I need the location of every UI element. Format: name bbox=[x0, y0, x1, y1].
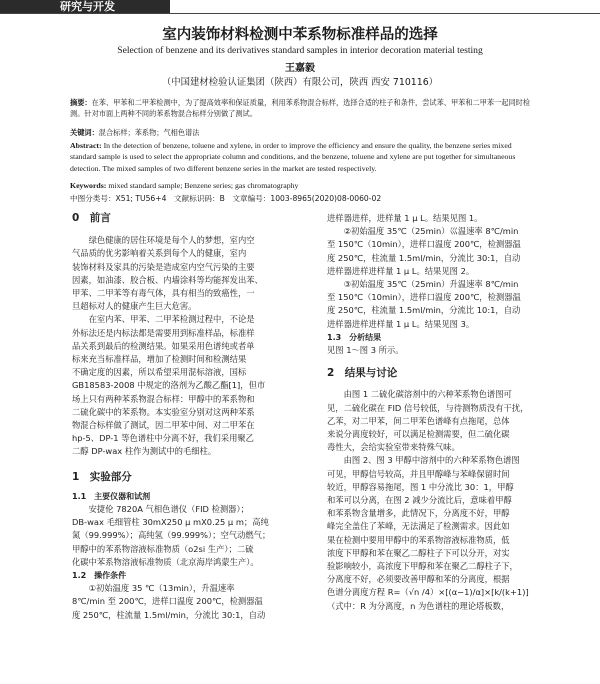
heading-conditions: 1.2 操作条件 bbox=[72, 571, 127, 581]
abstract-en-text: In the detection of benzene, toluene and xylene, in order to improve the efficiency and ensure the quality, the benzene series mixed standard sample is used to select the appropriate column and conditions, and the benzene, toluene and xylene are put together for simultaneous detection. The mixed samples of two different benzene series in the market are tested respectively. bbox=[70, 141, 516, 173]
text-line: 由图 1 二硫化碳溶剂中的六种苯系物色谱图可 bbox=[343, 389, 512, 400]
text-line: GB18583-2008 中规定的洛剂为乙酸乙酯[1]，但市 bbox=[72, 380, 266, 391]
classification: 中图分类号：X51; TU56+4 文献标识码：B 文章编号：1003-8965(2020)08-0060-02 bbox=[70, 194, 382, 203]
text-line: 物混合标样做了测试，因二甲苯中间、对二甲苯在 bbox=[72, 420, 255, 431]
text-line: 在室内苯、甲苯、二甲苯检测过程中，不论是 bbox=[88, 314, 255, 325]
text-line: 场上只有两种苯系物混合标样：甲醇中的苯系物和 bbox=[72, 393, 255, 404]
text-line: 和苯可以分离，在图 2 减少分流比后，意味着甲醇 bbox=[327, 495, 512, 506]
author: 王嘉毅 bbox=[285, 63, 315, 74]
text-line: 绿色健康的居住环境是每个人的梦想，室内空 bbox=[88, 235, 255, 246]
text-line: 色谱分离度方程 R=（√n /4）×[(α−1)/α]×[k/(k+1)] bbox=[327, 587, 529, 598]
text-line: 分离度不好，必须要改善甲醇和苯的分离度，根据 bbox=[327, 574, 510, 585]
text-line: 不确定度的因素，所以希望采用混标溶液，国标 bbox=[72, 367, 247, 378]
text-line: 见，二硫化碳在 FID 信号较低，与待测物质没有干扰， bbox=[327, 402, 529, 413]
title-en: Selection of benzene and its derivatives standard samples in interior decoration material testing bbox=[117, 45, 483, 56]
heading-introduction: 0 前言 bbox=[72, 212, 111, 224]
text-line: 二硫化碳中的苯系物。本实验室分别对这两种苯系 bbox=[72, 406, 255, 417]
text-line: 品关系到最后的检测结果。如果采用色谱纯或者单 bbox=[72, 340, 255, 351]
results-paragraph-1 bbox=[327, 388, 567, 454]
text-line: ①初始温度 35 ℃（13min），升温速率 bbox=[88, 583, 235, 594]
text-line: DB-wax 毛细管柱 30mX250 μ mX0.25 μ m；高纯 bbox=[72, 517, 269, 528]
text-line: 装饰材料及家具的污染是造成室内空气污染的主要 bbox=[72, 261, 255, 272]
text-line: 外标法还是内标法都是需要用到标准样品，标准样 bbox=[72, 327, 255, 338]
text-line: （式中：R 为分离度，n 为色谱柱的理论塔板数， bbox=[327, 600, 510, 611]
intro-paragraph-1 bbox=[72, 234, 310, 313]
text-line: 验影响较小，高浓度下甲醇和苯在聚乙二醇柱子下， bbox=[327, 561, 518, 572]
instruments-paragraph bbox=[72, 503, 310, 569]
heading-instruments: 1.1 主要仪器和试剂 bbox=[72, 491, 151, 501]
text-line: 安捷伦 7820A 气相色谱仪（FID 检测器）； bbox=[88, 504, 249, 515]
text-line: 甲苯、二甲苯等有毒气体，具有相当的致癌性，一 bbox=[72, 288, 255, 299]
left-column bbox=[72, 212, 310, 622]
text-line: 乙苯，对二甲苯，间二甲苯色谱峰有点拖尾，总体 bbox=[327, 415, 510, 426]
affiliation: （中国建材检验认证集团（陕西）有限公司，陕西 西安 710116） bbox=[161, 77, 439, 88]
condition-2-paragraph bbox=[327, 225, 567, 278]
keywords-en-label: Keywords: bbox=[70, 181, 107, 190]
top-rule bbox=[0, 13, 600, 14]
text-line: 至 150℃（10min），进样口温度 200℃，检测器温 bbox=[327, 239, 521, 250]
abstract-en bbox=[70, 140, 532, 174]
results-paragraph-2 bbox=[327, 454, 567, 612]
intro-paragraph-2 bbox=[72, 313, 310, 458]
text-line: 度 250℃，柱流量 1.5ml/min，分流比 10:1，自动 bbox=[327, 305, 521, 316]
condition-1-paragraph bbox=[72, 582, 310, 622]
text-line: 果在检测中要用甲醇中的苯系物溶液标准物质，低 bbox=[327, 534, 510, 545]
text-line: hp-5、DP-1 等色谱柱中分离不好，我们采用聚乙 bbox=[72, 433, 254, 444]
text-line: 旦超标对人的健康产生巨大危害。 bbox=[72, 301, 197, 312]
text-line: 气品质的优劣影响着关系到每个人的健康，室内 bbox=[72, 248, 247, 259]
heading-analysis: 1.3 分析结果 bbox=[327, 332, 382, 342]
keywords-cn-label: 关键词： bbox=[70, 128, 99, 137]
text-line: 至 150℃（10min），进样口温度 200℃，检测器温 bbox=[327, 292, 521, 303]
text-line: 浓度下甲醇和苯在聚乙二醇柱子下可以分开，对实 bbox=[327, 547, 510, 558]
abstract-cn-text: 在苯、甲苯和二甲苯检测中，为了提高效率和保证质量，利用苯系物混合标样，选择合适的柱子和条件，尝试苯、甲苯和二甲苯一起同时检测。针对市面上两种不同的苯系物混合标样分别做了测试。 bbox=[70, 98, 531, 118]
keywords-en-text: mixed standard sample; Benzene series; gas chromatography bbox=[108, 181, 299, 190]
text-line: 氮（99.999%）；高纯氢（99.999%）；空气动燃气； bbox=[72, 530, 271, 541]
right-column bbox=[327, 212, 567, 613]
text-line: 进样器进样进样量 1 μ L。结果见图 2。 bbox=[327, 265, 475, 276]
text-line: 进样器进样进样量 1 μ L。结果见图 3。 bbox=[327, 318, 475, 329]
text-line: 进样器进样，进样量 1 μ L。结果见图 1。 bbox=[327, 213, 483, 223]
text-line: ③初始温度 35℃（25min）升温速率 8℃/min bbox=[343, 279, 519, 290]
abstract-cn bbox=[70, 97, 532, 119]
section-tag: 研究与开发 bbox=[0, 0, 170, 13]
text-line: ②初始温度 35℃（25min）⼮温速率 8℃/min bbox=[343, 226, 519, 237]
abstract-en-label: Abstract: bbox=[70, 141, 102, 150]
heading-experiment: 1 实验部分 bbox=[72, 470, 132, 483]
text-line: 甲醇中的苯系物溶液标准物质（o2si 生产）；二硫 bbox=[72, 543, 254, 554]
text-line: 由图 2、图 3 甲醇中溶剂中的六种苯系物色谱图 bbox=[343, 455, 520, 466]
text-line: 可见，甲醇信号较高，并且甲醇峰与苯峰保留时间 bbox=[327, 468, 510, 479]
abstract-cn-label: 摘要： bbox=[70, 98, 92, 107]
text-line: 8℃/min 至 200℃，进样口温度 200℃，检测器温 bbox=[72, 596, 263, 607]
text-line: 度 250℃，柱流量 1.5ml/min，分流比 30:1，自动 bbox=[72, 609, 266, 620]
text-line: 标来充当标准样品，增加了检测时间和检测结果 bbox=[72, 354, 247, 365]
text-line: 二醇 DP-wax 柱作为测试中的毛细柱。 bbox=[72, 446, 217, 457]
text-line: 峰完全盖住了苯峰，无法满足了检测需求。因此如 bbox=[327, 521, 510, 532]
keywords-cn-text: 混合标样；苯系物；气相色谱法 bbox=[98, 128, 200, 137]
condition-3-paragraph bbox=[327, 278, 567, 331]
title-cn: 室内装饰材料检测中苯系物标准样品的选择 bbox=[162, 26, 438, 43]
keywords-cn bbox=[70, 127, 532, 138]
text-line: 度 250℃，柱流量 1.5ml/min，分流比 30:1，自动 bbox=[327, 252, 521, 263]
text-line: 化碳中苯系物溶液标准物质（北京海岸鸿蒙生产）。 bbox=[72, 556, 259, 567]
keywords-en bbox=[70, 180, 532, 191]
heading-results: 2 结果与讨论 bbox=[327, 367, 398, 380]
analysis-text: 见图 1～图 3 所示。 bbox=[327, 345, 404, 356]
text-line: 来说分离度较好，可以满足检测需要，但二硫化碳 bbox=[327, 429, 510, 440]
text-line: 毒性大，会给实验室带来特殊气味。 bbox=[327, 442, 460, 453]
text-line: 因素，如油漆、胶合板、内墙涂料等均能挥发出苯、 bbox=[72, 274, 263, 285]
text-line: 较近，甲醇容易拖尾，图 1 中分流比 30：1，甲醇 bbox=[327, 481, 514, 492]
text-line: 和苯系物含量增多，此情况下，分离度不好，甲醇 bbox=[327, 508, 510, 519]
